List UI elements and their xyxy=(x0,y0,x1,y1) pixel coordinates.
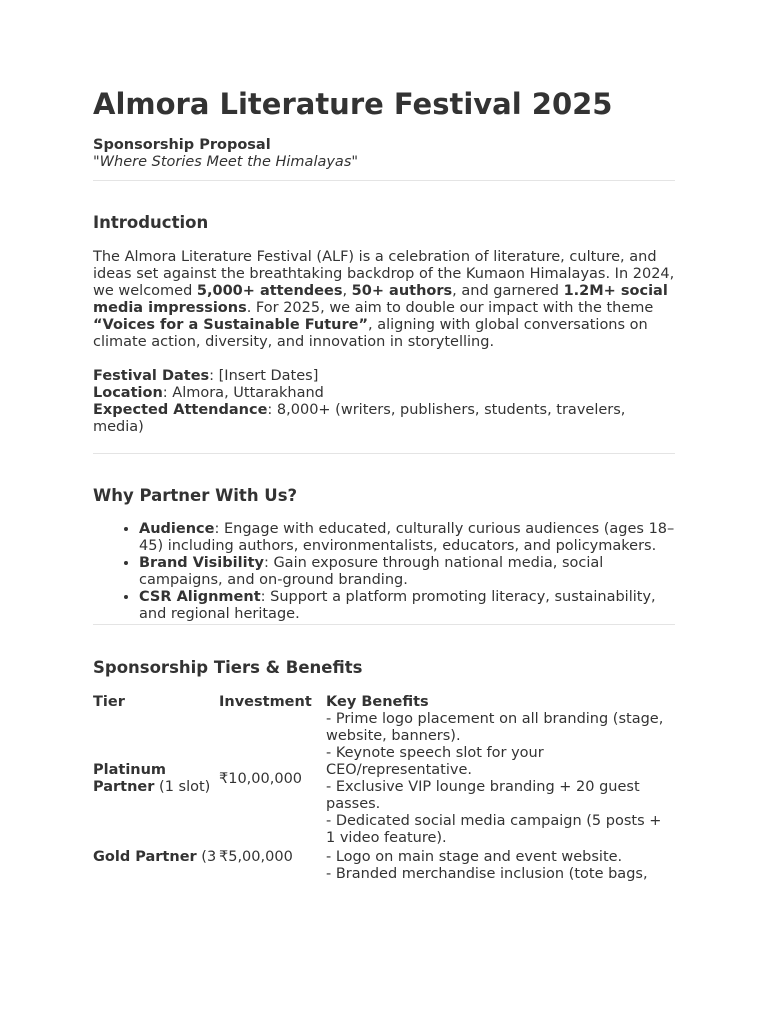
tagline: "Where Stories Meet the Himalayas" xyxy=(93,154,359,170)
introduction-heading: Introduction xyxy=(93,213,209,232)
header-tier: Tier xyxy=(93,694,125,710)
list-item: • CSR Alignment: Support a platform promoting literacy, sustainability, and regional heritage. xyxy=(139,589,675,623)
festival-details: Festival Dates: [Insert Dates] Location: Almora, Uttarakhand Expected Attendance: 8,000+ (writers, publishers, students, travelers, media) xyxy=(93,368,626,435)
introduction-paragraph: The Almora Literature Festival (ALF) is a celebration of literature, culture, and ideas set against the breathtaking backdrop of the Kumaon Himalayas. In 2024, we welcomed 5,000+ attendees, 50+ authors, and garnered 1.2M+ social media impressions. For 2025, we aim to double our impact with the theme “Voices for a Sustainable Future”, aligning with global conversations on climate action, diversity, and innovation in storytelling. xyxy=(93,249,675,350)
investment-cell: ₹10,00,000 xyxy=(219,770,303,787)
table-header-row xyxy=(93,694,675,711)
header-benefits: Key Benefits xyxy=(326,694,429,710)
table-row xyxy=(93,847,675,883)
benefits-cell: - Logo on main stage and event website. - Branded merchandise inclusion (tote bags, xyxy=(326,849,648,882)
benefits-list xyxy=(93,521,675,623)
divider xyxy=(93,624,675,625)
tiers-heading: Sponsorship Tiers & Benefits xyxy=(93,658,363,677)
proposal-label: Sponsorship Proposal xyxy=(93,137,271,153)
document-page xyxy=(93,84,675,883)
page-title: Almora Literature Festival 2025 xyxy=(93,87,613,121)
list-item: • Brand Visibility: Gain exposure through national media, social campaigns, and on-ground branding. xyxy=(139,555,675,589)
list-item: • Audience: Engage with educated, culturally curious audiences (ages 18–45) including authors, environmentalists, educators, and policymakers. xyxy=(139,521,675,555)
table-row xyxy=(93,711,675,847)
divider xyxy=(93,180,675,181)
tier-cell: Gold Partner (3 xyxy=(93,849,217,865)
why-partner-heading: Why Partner With Us? xyxy=(93,486,298,505)
tiers-table xyxy=(93,694,675,883)
header-investment: Investment xyxy=(219,694,312,710)
subtitle-block xyxy=(93,137,675,171)
divider xyxy=(93,453,675,454)
benefits-cell: - Prime logo placement on all branding (stage, website, banners). - Keynote speech slot for your CEO/representative. - Exclusive VIP lounge branding + 20 guest passes. - Dedicated social media campaign (5 posts + 1 video feature). xyxy=(326,711,664,846)
tier-cell: Platinum Partner (1 slot) xyxy=(93,762,211,795)
investment-cell: ₹5,00,000 xyxy=(219,849,293,865)
